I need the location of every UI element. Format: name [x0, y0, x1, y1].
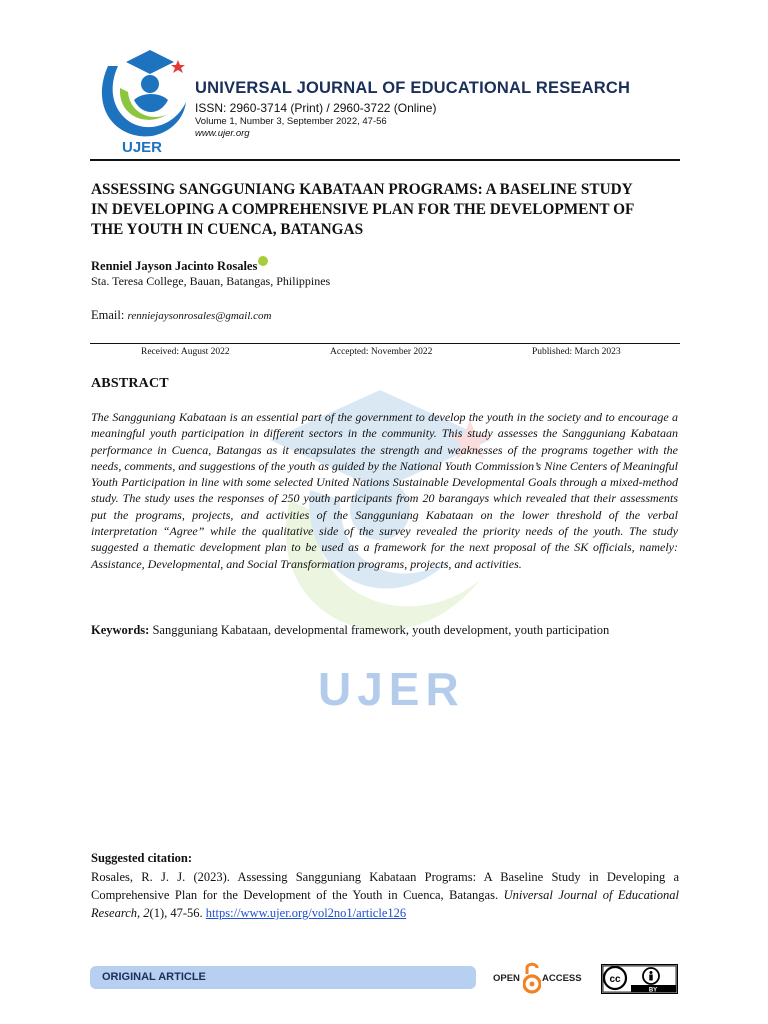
abstract-text: The Sangguniang Kabataan is an essential part of the government to develop the youth in the society and to encourage a meaningful youth participation in different sectors in the community. This study assesses the Sangguniang Kabataan performance in Cuenca, Batangas as it encapsulates the strength and weaknesses of the programs together with the needs, comments, and suggestions of the youth as guided by the National Youth Commission’s Nine Centers of Meaningful Youth Participation in line with some selected United Nations Sustainable Developmental Goals through a mixed-method study. The study uses the responses of 250 youth participants from 20 barangays which revealed that their assessments put the programs, projects, and activities of the Sangguniang Kabataan on the lower threshold of the verbal interpretation “Agree” while the qualitative side of the survey revealed the priority needs of the youth. The study suggested a thematic development plan to be used as a framework for the next proposal of the SK officials, namely: Assistance, Developmental, and Social Transformation programs, projects, and activities. — [91, 410, 678, 571]
citation-issue: (1), 47-56. — [149, 906, 206, 920]
dates-divider — [90, 343, 680, 344]
svg-text:cc: cc — [609, 974, 621, 985]
logo-text: UJER — [121, 139, 163, 156]
issn: ISSN: 2960-3714 (Print) / 2960-3722 (Online) — [195, 101, 437, 115]
cc-by-label: BY — [648, 987, 658, 994]
title-line-2: IN DEVELOPING A COMPREHENSIVE PLAN FOR THE DEVELOPMENT OF — [91, 201, 635, 218]
header-divider — [90, 159, 680, 161]
citation-body: Rosales, R. J. J. (2023). Assessing Sangguniang Kabataan Programs: A Baseline Study in Developing a Comprehensive Plan for the Development of the Youth in Cuenca, Batangas. — [91, 870, 679, 902]
journal-title: UNIVERSAL JOURNAL OF EDUCATIONAL RESEARCH — [195, 79, 631, 97]
title-line-3: THE YOUTH IN CUENCA, BATANGAS — [91, 221, 364, 238]
title-line-1: ASSESSING SANGGUNIANG KABATAAN PROGRAMS: A BASELINE STUDY — [91, 181, 633, 198]
email-label: Email: — [91, 308, 128, 322]
journal-url[interactable]: www.ujer.org — [195, 128, 250, 139]
citation-link[interactable]: https://www.ujer.org/vol2no1/article126 — [205, 906, 407, 920]
open-access-badge — [493, 960, 585, 996]
author-name — [91, 256, 268, 274]
orcid-icon[interactable] — [258, 256, 268, 266]
cc-by-license-icon[interactable] — [601, 964, 678, 994]
received-date: Received: August 2022 — [141, 347, 230, 357]
ujer-logo — [94, 44, 190, 160]
published-date: Published: March 2023 — [532, 347, 621, 357]
affiliation: Sta. Teresa College, Bauan, Batangas, Philippines — [91, 274, 331, 288]
access-label: ACCESS — [542, 973, 582, 984]
citation-text — [91, 868, 679, 922]
accepted-date: Accepted: November 2022 — [330, 347, 433, 357]
keywords-label: Keywords: — [91, 623, 150, 637]
article-type-label: ORIGINAL ARTICLE — [102, 971, 206, 983]
open-label: OPEN — [493, 973, 520, 984]
citation-journal: Universal Journal of Educational Research, 2 — [91, 888, 679, 920]
volume-info: Volume 1, Number 3, September 2022, 47-56 — [195, 116, 387, 127]
author-label: Renniel Jayson Jacinto Rosales — [91, 259, 258, 273]
email-address[interactable]: renniejaysonrosales@gmail.com — [127, 310, 272, 322]
email-row — [91, 308, 272, 323]
article-title — [91, 180, 681, 240]
citation-label: Suggested citation: — [91, 851, 193, 865]
open-access-lock-icon — [523, 960, 541, 996]
keywords-list: Sangguniang Kabataan, developmental framework, youth development, youth participation — [149, 623, 610, 637]
watermark-text: UJER — [318, 663, 465, 715]
keywords — [91, 623, 681, 638]
abstract-heading: ABSTRACT — [91, 376, 169, 391]
